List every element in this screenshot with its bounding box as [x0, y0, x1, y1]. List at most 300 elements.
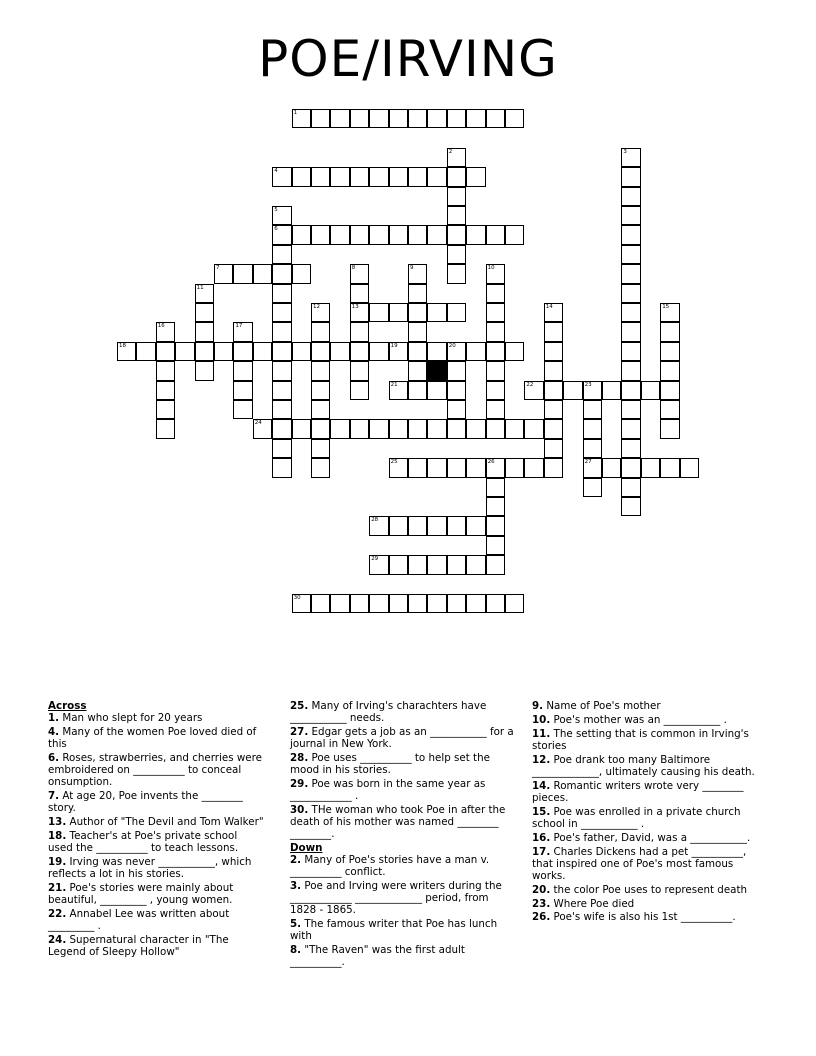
grid-cell[interactable]: [272, 245, 291, 264]
grid-cell[interactable]: [466, 419, 485, 438]
grid-cell[interactable]: [447, 225, 466, 244]
grid-cell[interactable]: [466, 109, 485, 128]
grid-cell[interactable]: [660, 458, 679, 477]
grid-cell[interactable]: [292, 594, 311, 613]
grid-cell[interactable]: [621, 497, 640, 516]
grid-cell[interactable]: [466, 167, 485, 186]
grid-cell[interactable]: [427, 109, 446, 128]
grid-cell[interactable]: [330, 167, 349, 186]
grid-cell[interactable]: [389, 167, 408, 186]
grid-cell[interactable]: [621, 381, 640, 400]
grid-cell[interactable]: [544, 322, 563, 341]
cell-number: 28: [371, 517, 379, 524]
grid-cell[interactable]: [486, 109, 505, 128]
grid-cell[interactable]: [524, 381, 543, 400]
grid-cell[interactable]: [660, 361, 679, 380]
clue-column-3: [532, 700, 767, 925]
grid-cell[interactable]: [233, 400, 252, 419]
grid-cell[interactable]: [311, 400, 330, 419]
grid-cell[interactable]: [660, 400, 679, 419]
grid-cell[interactable]: [408, 225, 427, 244]
grid-cell[interactable]: [583, 439, 602, 458]
grid-cell[interactable]: [621, 478, 640, 497]
grid-cell[interactable]: [427, 594, 446, 613]
grid-cell[interactable]: [350, 419, 369, 438]
grid-cell[interactable]: [466, 458, 485, 477]
grid-cell[interactable]: [621, 400, 640, 419]
clue-number: 8.: [290, 944, 302, 957]
grid-cell[interactable]: [408, 516, 427, 535]
grid-cell[interactable]: [427, 225, 446, 244]
clue: [290, 700, 515, 724]
clue-number: 24.: [48, 933, 67, 946]
grid-cell[interactable]: [408, 109, 427, 128]
grid-cell[interactable]: [311, 225, 330, 244]
grid-cell[interactable]: [544, 419, 563, 438]
clue: [290, 918, 515, 942]
clue-text: Poe drank too many Baltimore _____________, ultimately causing his death.: [532, 753, 755, 778]
grid-cell[interactable]: [272, 264, 291, 283]
grid-cell[interactable]: [156, 322, 175, 341]
grid-cell[interactable]: [486, 284, 505, 303]
grid-cell[interactable]: [330, 109, 349, 128]
clue-number: 10.: [532, 713, 551, 726]
grid-cell[interactable]: [486, 322, 505, 341]
grid-cell[interactable]: [156, 381, 175, 400]
grid-cell[interactable]: [389, 225, 408, 244]
grid-cell[interactable]: [641, 458, 660, 477]
blocked-cell: [427, 361, 446, 380]
grid-cell[interactable]: [447, 187, 466, 206]
grid-cell[interactable]: [621, 148, 640, 167]
grid-cell[interactable]: [117, 342, 136, 361]
grid-cell[interactable]: [660, 381, 679, 400]
grid-cell[interactable]: [466, 516, 485, 535]
grid-cell[interactable]: [369, 419, 388, 438]
grid-cell[interactable]: [486, 497, 505, 516]
grid-cell[interactable]: [505, 419, 524, 438]
grid-cell[interactable]: [350, 322, 369, 341]
grid-cell[interactable]: [272, 439, 291, 458]
clue-text: At age 20, Poe invents the ________ story.: [48, 790, 243, 815]
grid-cell[interactable]: [583, 458, 602, 477]
grid-cell[interactable]: [156, 419, 175, 438]
grid-cell[interactable]: [311, 322, 330, 341]
grid-cell[interactable]: [447, 419, 466, 438]
grid-cell[interactable]: [408, 322, 427, 341]
grid-cell[interactable]: [621, 342, 640, 361]
cell-number: 22: [526, 381, 534, 388]
grid-cell[interactable]: [621, 245, 640, 264]
clue-number: 26.: [532, 911, 551, 924]
grid-cell[interactable]: [369, 342, 388, 361]
clue: [48, 882, 264, 906]
grid-cell[interactable]: [408, 555, 427, 574]
grid-cell[interactable]: [505, 342, 524, 361]
grid-cell[interactable]: [583, 419, 602, 438]
grid-cell[interactable]: [311, 419, 330, 438]
grid-cell[interactable]: [350, 167, 369, 186]
grid-cell[interactable]: [427, 458, 446, 477]
clue: [290, 944, 515, 968]
grid-cell[interactable]: [389, 109, 408, 128]
grid-cell[interactable]: [486, 478, 505, 497]
grid-cell[interactable]: [389, 381, 408, 400]
grid-cell[interactable]: [272, 167, 291, 186]
grid-cell[interactable]: [621, 303, 640, 322]
clue: [48, 790, 264, 814]
grid-cell[interactable]: [544, 381, 563, 400]
grid-cell[interactable]: [311, 381, 330, 400]
grid-cell[interactable]: [350, 361, 369, 380]
grid-cell[interactable]: [272, 419, 291, 438]
grid-cell[interactable]: [447, 245, 466, 264]
cell-number: 5: [274, 207, 278, 213]
grid-cell[interactable]: [621, 361, 640, 380]
grid-cell[interactable]: [544, 439, 563, 458]
grid-cell[interactable]: [447, 342, 466, 361]
grid-cell[interactable]: [408, 381, 427, 400]
clue-number: 6.: [48, 751, 60, 764]
grid-cell[interactable]: [486, 516, 505, 535]
cell-number: 14: [545, 304, 553, 310]
clue-column-2: [290, 700, 515, 970]
grid-cell[interactable]: [447, 148, 466, 167]
grid-cell[interactable]: [389, 419, 408, 438]
grid-cell[interactable]: [621, 322, 640, 341]
grid-cell[interactable]: [583, 400, 602, 419]
clue: [532, 832, 767, 844]
grid-cell[interactable]: [311, 342, 330, 361]
clue-number: 19.: [48, 855, 67, 868]
clue-text: Charles Dickens had a pet __________, that inspired one of Poe's most famous works.: [532, 845, 747, 882]
clue-number: 2.: [290, 854, 302, 867]
grid-cell[interactable]: [272, 361, 291, 380]
grid-cell[interactable]: [292, 167, 311, 186]
grid-cell[interactable]: [660, 322, 679, 341]
grid-cell[interactable]: [253, 419, 272, 438]
grid-cell[interactable]: [195, 361, 214, 380]
grid-cell[interactable]: [447, 594, 466, 613]
grid-cell[interactable]: [447, 303, 466, 322]
clue-text: the color Poe uses to represent death: [550, 883, 748, 896]
grid-cell[interactable]: [621, 206, 640, 225]
grid-cell[interactable]: [427, 342, 446, 361]
grid-cell[interactable]: [330, 419, 349, 438]
grid-cell[interactable]: [389, 458, 408, 477]
grid-cell[interactable]: [156, 361, 175, 380]
grid-cell[interactable]: [427, 419, 446, 438]
down-header: Down: [290, 842, 323, 855]
grid-cell[interactable]: [544, 342, 563, 361]
grid-cell[interactable]: [505, 225, 524, 244]
grid-cell[interactable]: [447, 361, 466, 380]
clue: [532, 780, 767, 804]
clue-text: Roses, strawberries, and cherries were embroidered on __________ to conceal onsumption.: [48, 751, 262, 789]
grid-cell[interactable]: [408, 594, 427, 613]
clue-text: Poe's wife is also his 1st __________.: [550, 911, 736, 924]
grid-cell[interactable]: [389, 594, 408, 613]
grid-cell[interactable]: [156, 342, 175, 361]
grid-cell[interactable]: [350, 225, 369, 244]
clue-text: Annabel Lee was written about _________ .: [48, 907, 230, 932]
cell-number: 16: [157, 323, 165, 330]
clue: [532, 846, 767, 882]
grid-cell[interactable]: [660, 342, 679, 361]
grid-cell[interactable]: [427, 303, 446, 322]
grid-cell[interactable]: [350, 303, 369, 322]
grid-cell[interactable]: [369, 555, 388, 574]
grid-cell[interactable]: [233, 342, 252, 361]
grid-cell[interactable]: [369, 516, 388, 535]
grid-cell[interactable]: [486, 381, 505, 400]
grid-cell[interactable]: [621, 264, 640, 283]
grid-cell[interactable]: [311, 594, 330, 613]
clue-number: 20.: [532, 883, 551, 896]
grid-cell[interactable]: [272, 206, 291, 225]
clue-number: 25.: [290, 700, 309, 712]
clue-text: Teacher's at Poe's private school used the __________ to teach lessons.: [48, 829, 239, 855]
grid-cell[interactable]: [292, 342, 311, 361]
cell-number: 19: [390, 342, 398, 349]
grid-cell[interactable]: [486, 342, 505, 361]
grid-cell[interactable]: [272, 284, 291, 303]
grid-cell[interactable]: [233, 361, 252, 380]
clue-number: 27.: [290, 725, 309, 738]
grid-cell[interactable]: [195, 322, 214, 341]
grid-cell[interactable]: [486, 555, 505, 574]
grid-cell[interactable]: [466, 594, 485, 613]
grid-cell[interactable]: [369, 594, 388, 613]
grid-cell[interactable]: [621, 439, 640, 458]
grid-cell[interactable]: [621, 167, 640, 186]
clue-number: 4.: [48, 725, 60, 738]
grid-cell[interactable]: [389, 342, 408, 361]
grid-cell[interactable]: [486, 400, 505, 419]
grid-cell[interactable]: [660, 303, 679, 322]
cell-number: 10: [487, 265, 495, 272]
grid-cell[interactable]: [447, 555, 466, 574]
grid-cell[interactable]: [505, 594, 524, 613]
grid-cell[interactable]: [486, 536, 505, 555]
grid-cell[interactable]: [408, 458, 427, 477]
grid-cell[interactable]: [330, 342, 349, 361]
grid-cell[interactable]: [583, 381, 602, 400]
grid-cell[interactable]: [408, 264, 427, 283]
clue: [290, 726, 515, 750]
cell-number: 24: [254, 420, 262, 427]
cell-number: 1: [293, 110, 298, 116]
clue-text: THe woman who took Poe in after the death of his mother was named ________ ________.: [290, 803, 506, 841]
grid-cell[interactable]: [272, 381, 291, 400]
cell-number: 6: [274, 226, 278, 233]
grid-cell[interactable]: [602, 381, 621, 400]
grid-cell[interactable]: [641, 381, 660, 400]
grid-cell[interactable]: [195, 303, 214, 322]
grid-cell[interactable]: [544, 458, 563, 477]
grid-cell[interactable]: [369, 109, 388, 128]
cell-number: 7: [216, 265, 220, 272]
grid-cell[interactable]: [447, 264, 466, 283]
grid-cell[interactable]: [680, 458, 699, 477]
clue: [532, 700, 767, 712]
grid-cell[interactable]: [505, 458, 524, 477]
clue-number: 22.: [48, 907, 67, 920]
clue: [532, 728, 767, 752]
grid-cell[interactable]: [466, 225, 485, 244]
grid-cell[interactable]: [621, 187, 640, 206]
grid-cell[interactable]: [311, 361, 330, 380]
grid-cell[interactable]: [486, 264, 505, 283]
grid-cell[interactable]: [486, 361, 505, 380]
grid-cell[interactable]: [408, 167, 427, 186]
clue-number: 12.: [532, 753, 551, 766]
cell-number: 30: [293, 595, 301, 601]
grid-cell[interactable]: [486, 458, 505, 477]
grid-cell[interactable]: [447, 381, 466, 400]
grid-cell[interactable]: [292, 109, 311, 128]
grid-cell[interactable]: [311, 303, 330, 322]
cell-number: 25: [390, 459, 398, 466]
grid-cell[interactable]: [621, 458, 640, 477]
clue: [48, 830, 264, 854]
grid-cell[interactable]: [272, 458, 291, 477]
grid-cell[interactable]: [156, 400, 175, 419]
grid-cell[interactable]: [272, 342, 291, 361]
grid-cell[interactable]: [544, 303, 563, 322]
clue-text: The famous writer that Poe has lunch with: [290, 918, 498, 943]
grid-cell[interactable]: [486, 225, 505, 244]
grid-cell[interactable]: [660, 419, 679, 438]
grid-cell[interactable]: [292, 225, 311, 244]
grid-cell[interactable]: [272, 225, 291, 244]
clue: [48, 726, 264, 750]
cell-number: 26: [487, 459, 495, 466]
grid-cell[interactable]: [272, 322, 291, 341]
clue-number: 1.: [48, 712, 60, 725]
grid-cell[interactable]: [233, 381, 252, 400]
grid-cell[interactable]: [544, 400, 563, 419]
grid-cell[interactable]: [486, 419, 505, 438]
clue: [48, 908, 264, 932]
clue-text: Poe was enrolled in a private church school in ___________ .: [532, 805, 741, 830]
clue-text: Poe was born in the same year as ____________ .: [290, 777, 486, 803]
grid-cell[interactable]: [486, 594, 505, 613]
grid-cell[interactable]: [544, 361, 563, 380]
clue-text: Poe's mother was an ___________ .: [550, 713, 727, 726]
grid-cell[interactable]: [175, 342, 194, 361]
grid-cell[interactable]: [233, 322, 252, 341]
clue-number: 30.: [290, 803, 309, 816]
clue-number: 23.: [532, 897, 551, 910]
clue-number: 17.: [532, 845, 551, 858]
grid-cell[interactable]: [253, 342, 272, 361]
grid-cell[interactable]: [350, 594, 369, 613]
grid-cell[interactable]: [311, 109, 330, 128]
grid-cell[interactable]: [427, 381, 446, 400]
grid-cell[interactable]: [427, 167, 446, 186]
grid-cell[interactable]: [563, 381, 582, 400]
grid-cell[interactable]: [466, 342, 485, 361]
grid-cell[interactable]: [350, 342, 369, 361]
grid-cell[interactable]: [408, 342, 427, 361]
grid-cell[interactable]: [408, 419, 427, 438]
grid-cell[interactable]: [389, 303, 408, 322]
clue: [290, 778, 515, 802]
grid-cell[interactable]: [524, 419, 543, 438]
grid-cell[interactable]: [621, 419, 640, 438]
grid-cell[interactable]: [524, 458, 543, 477]
grid-cell[interactable]: [195, 284, 214, 303]
grid-cell[interactable]: [369, 303, 388, 322]
grid-cell[interactable]: [389, 516, 408, 535]
grid-cell[interactable]: [330, 225, 349, 244]
grid-cell[interactable]: [621, 284, 640, 303]
grid-cell[interactable]: [447, 167, 466, 186]
clue-text: Man who slept for 20 years: [59, 712, 203, 725]
grid-cell[interactable]: [292, 264, 311, 283]
clue-number: 13.: [48, 816, 67, 829]
grid-cell[interactable]: [311, 439, 330, 458]
grid-cell[interactable]: [369, 225, 388, 244]
grid-cell[interactable]: [621, 225, 640, 244]
grid-cell[interactable]: [505, 109, 524, 128]
grid-cell[interactable]: [427, 555, 446, 574]
cell-number: 11: [196, 284, 204, 291]
clue: [532, 884, 767, 896]
grid-cell[interactable]: [272, 400, 291, 419]
cell-number: 4: [274, 168, 278, 175]
grid-cell[interactable]: [486, 303, 505, 322]
grid-cell[interactable]: [602, 458, 621, 477]
cell-number: 15: [662, 304, 670, 310]
grid-cell[interactable]: [447, 109, 466, 128]
grid-cell[interactable]: [447, 400, 466, 419]
grid-cell[interactable]: [350, 264, 369, 283]
grid-cell[interactable]: [350, 284, 369, 303]
grid-cell[interactable]: [427, 516, 446, 535]
grid-cell[interactable]: [330, 594, 349, 613]
grid-cell[interactable]: [311, 458, 330, 477]
grid-cell[interactable]: [389, 555, 408, 574]
grid-cell[interactable]: [214, 342, 233, 361]
clue-text: "The Raven" was the first adult __________.: [290, 944, 465, 969]
clue: [48, 712, 264, 724]
grid-cell[interactable]: [214, 264, 233, 283]
grid-cell[interactable]: [408, 361, 427, 380]
grid-cell[interactable]: [447, 206, 466, 225]
grid-cell[interactable]: [350, 381, 369, 400]
grid-cell[interactable]: [136, 342, 155, 361]
across-header: Across: [48, 700, 87, 712]
grid-cell[interactable]: [233, 264, 252, 283]
grid-cell[interactable]: [466, 555, 485, 574]
grid-cell[interactable]: [311, 167, 330, 186]
clue-number: 5.: [290, 918, 302, 931]
grid-cell[interactable]: [408, 303, 427, 322]
grid-cell[interactable]: [369, 167, 388, 186]
grid-cell[interactable]: [447, 516, 466, 535]
grid-cell[interactable]: [408, 284, 427, 303]
cell-number: 27: [584, 459, 592, 466]
grid-cell[interactable]: [195, 342, 214, 361]
grid-cell[interactable]: [272, 303, 291, 322]
grid-cell[interactable]: [350, 109, 369, 128]
grid-cell[interactable]: [447, 458, 466, 477]
grid-cell[interactable]: [292, 419, 311, 438]
grid-cell[interactable]: [583, 478, 602, 497]
grid-cell[interactable]: [253, 264, 272, 283]
